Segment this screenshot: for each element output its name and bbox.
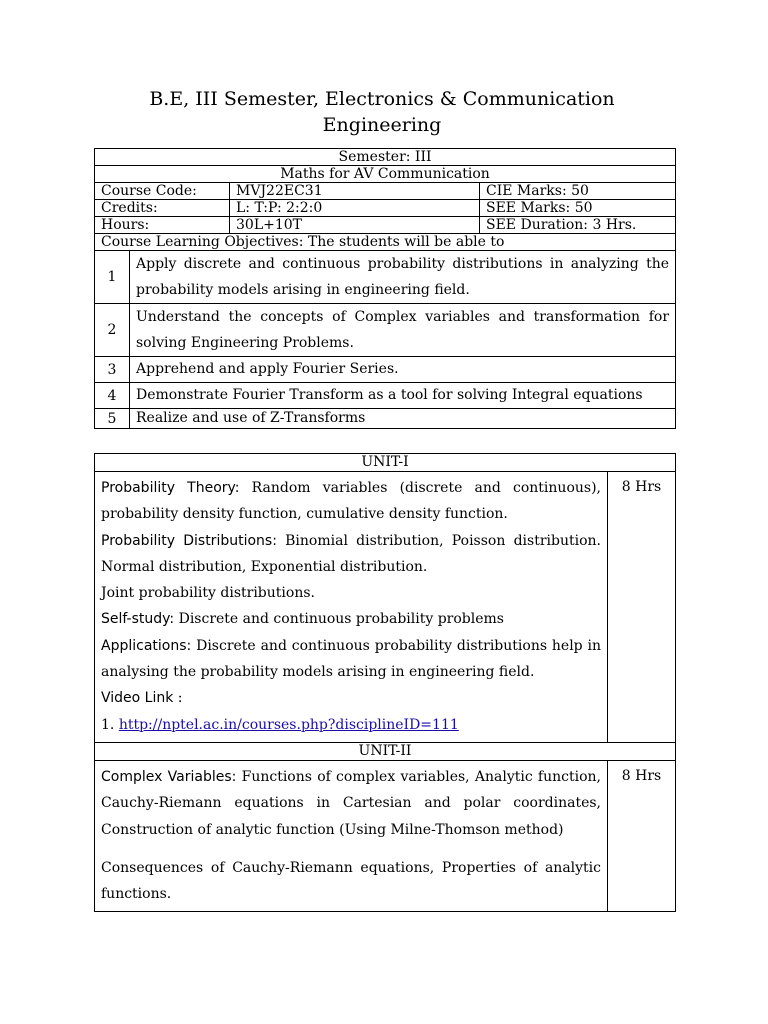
video-link-colon: : bbox=[173, 690, 183, 707]
title-line-2: Engineering bbox=[322, 114, 442, 136]
objective-text: Demonstrate Fourier Transform as a tool for solving Integral equations bbox=[130, 383, 676, 409]
credits-label: Credits: bbox=[95, 200, 230, 217]
units-table bbox=[94, 453, 676, 912]
objective-number: 5 bbox=[95, 409, 130, 429]
self-study-paragraph bbox=[101, 606, 601, 632]
course-details-table bbox=[94, 148, 676, 429]
distributions-text: Binomial distribution, Poisson distribution. Normal distribution, Exponential distribution. bbox=[101, 532, 601, 575]
objective-number: 3 bbox=[95, 357, 130, 383]
course-code-row bbox=[95, 183, 676, 200]
objectives-heading: Course Learning Objectives: The students will be able to bbox=[95, 234, 676, 251]
objective-text: Apprehend and apply Fourier Series. bbox=[130, 357, 676, 383]
objective-row bbox=[95, 357, 676, 383]
probability-theory-paragraph bbox=[101, 475, 601, 528]
unit-1-heading: UNIT-I bbox=[95, 454, 676, 472]
objective-number: 4 bbox=[95, 383, 130, 409]
video-link-label: Video Link bbox=[101, 690, 174, 707]
cie-marks: CIE Marks: 50 bbox=[480, 183, 676, 200]
applications-text: Discrete and continuous probability distributions help in analysing the probability models arising in engineering field. bbox=[101, 637, 601, 681]
self-study-text: Discrete and continuous probability problems bbox=[174, 611, 504, 628]
objective-number: 1 bbox=[95, 251, 130, 304]
complex-variables-paragraph bbox=[101, 764, 601, 843]
hours-label: Hours: bbox=[95, 217, 230, 234]
unit-2-heading: UNIT-II bbox=[95, 742, 676, 760]
objective-text: Understand the concepts of Complex variables and transformation for solving Engineering Problems. bbox=[130, 304, 676, 357]
credits-row bbox=[95, 200, 676, 217]
objective-row bbox=[95, 251, 676, 304]
applications-label: Applications: bbox=[101, 637, 192, 654]
unit-1-row bbox=[95, 472, 676, 743]
objective-text: Realize and use of Z-Transforms bbox=[130, 409, 676, 429]
video-link-paragraph bbox=[101, 685, 601, 711]
unit-2-content bbox=[95, 760, 608, 911]
course-code-label: Course Code: bbox=[95, 183, 230, 200]
semester-cell: Semester: III bbox=[95, 149, 676, 166]
distributions-label: Probability Distributions: bbox=[101, 532, 277, 549]
see-duration: SEE Duration: 3 Hrs. bbox=[480, 217, 676, 234]
probability-theory-label: Probability Theory: bbox=[101, 480, 240, 496]
objective-number: 2 bbox=[95, 304, 130, 357]
consequences-text: Consequences of Cauchy-Riemann equations, Properties of analytic functions. bbox=[101, 859, 601, 903]
hours-value: 30L+10T bbox=[230, 217, 480, 234]
probability-theory-text: Random variables (discrete and continuous), probability density function, cumulative density function. bbox=[101, 480, 601, 523]
video-link-item bbox=[101, 712, 601, 738]
link-number: 1. bbox=[101, 716, 119, 733]
joint-distributions-text: Joint probability distributions. bbox=[101, 585, 315, 602]
credits-value: L: T:P: 2:2:0 bbox=[230, 200, 480, 217]
nptel-link[interactable]: http://nptel.ac.in/courses.php?disciplineID=111 bbox=[118, 716, 459, 733]
unit-1-content bbox=[95, 472, 608, 743]
self-study-label: Self-study: bbox=[101, 611, 175, 628]
unit-2-row bbox=[95, 760, 676, 911]
title-line-1: B.E, III Semester, Electronics & Communication bbox=[149, 88, 615, 110]
unit-1-hours: 8 Hrs bbox=[608, 472, 676, 743]
objective-row bbox=[95, 383, 676, 409]
objective-text: Apply discrete and continuous probability distributions in analyzing the probability models arising in engineering field. bbox=[130, 251, 676, 304]
objective-row bbox=[95, 304, 676, 357]
complex-variables-text: Functions of complex variables, Analytic function, Cauchy-Riemann equations in Cartesian and polar coordinates, Construction of analytic function (Using Milne-Thomson method) bbox=[101, 768, 601, 838]
unit-2-hours: 8 Hrs bbox=[608, 760, 676, 911]
course-code-value: MVJ22EC31 bbox=[230, 183, 480, 200]
course-name-cell: Maths for AV Communication bbox=[95, 166, 676, 183]
distributions-paragraph bbox=[101, 528, 601, 581]
objective-row bbox=[95, 409, 676, 429]
see-marks: SEE Marks: 50 bbox=[480, 200, 676, 217]
applications-paragraph bbox=[101, 633, 601, 686]
complex-variables-label: Complex Variables: bbox=[101, 768, 237, 785]
hours-row bbox=[95, 217, 676, 234]
page-title bbox=[94, 86, 670, 138]
